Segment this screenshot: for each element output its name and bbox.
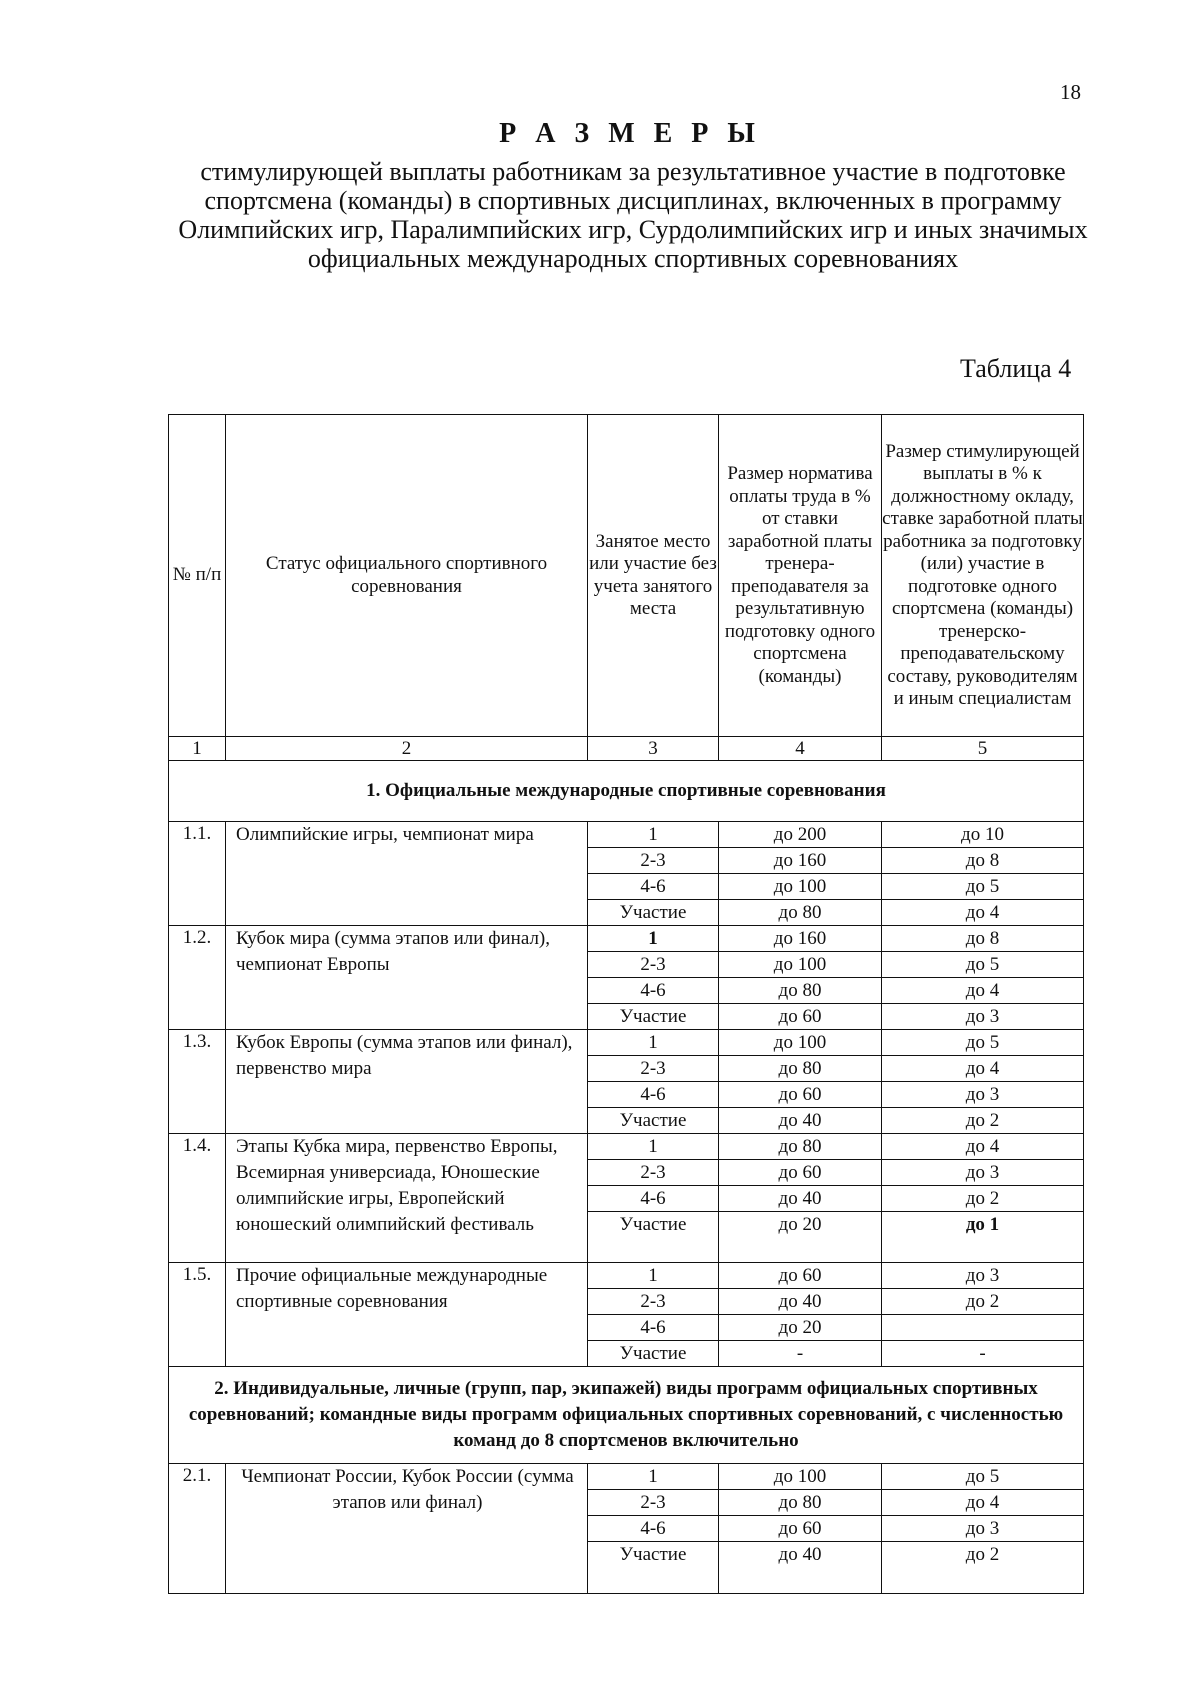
competition-status: Чемпионат России, Кубок России (сумма этапов или финал) (226, 1464, 588, 1594)
norm-cell: до 40 (719, 1289, 882, 1315)
norm-cell: до 100 (719, 1030, 882, 1056)
bonus-cell: до 5 (882, 874, 1084, 900)
header-col-norm: Размер норматива оплаты труда в % от ставки заработной платы тренера-преподавателя за результативную подготовку одного спортсмена (команды) (719, 415, 882, 737)
norm-cell: до 80 (719, 978, 882, 1004)
bonus-cell: до 1 (882, 1212, 1084, 1263)
bonus-cell: до 4 (882, 1134, 1084, 1160)
header-row (169, 415, 1084, 737)
place-cell: 1 (588, 1134, 719, 1160)
norm-cell: до 40 (719, 1108, 882, 1134)
place-cell: 4-6 (588, 1186, 719, 1212)
place-cell: 1 (588, 1030, 719, 1056)
bonus-cell: до 5 (882, 1464, 1084, 1490)
header-col-status: Статус официального спортивного соревнования (226, 415, 588, 737)
norm-cell: до 100 (719, 952, 882, 978)
competition-status: Олимпийские игры, чемпионат мира (226, 822, 588, 926)
column-number: 4 (719, 737, 882, 761)
norm-cell: до 40 (719, 1542, 882, 1594)
norm-cell: до 60 (719, 1516, 882, 1542)
bonus-cell: до 3 (882, 1160, 1084, 1186)
norm-cell: до 20 (719, 1315, 882, 1341)
place-cell: 4-6 (588, 874, 719, 900)
bonus-cell: - (882, 1341, 1084, 1367)
column-number: 1 (169, 737, 226, 761)
place-cell: 4-6 (588, 1516, 719, 1542)
section-title: 1. Официальные международные спортивные соревнования (169, 761, 1084, 822)
section-row (169, 761, 1084, 822)
place-cell: Участие (588, 1341, 719, 1367)
norm-cell: до 100 (719, 1464, 882, 1490)
bonus-cell: до 8 (882, 926, 1084, 952)
table-row (169, 1134, 1084, 1160)
norm-cell: до 80 (719, 900, 882, 926)
group-number: 1.3. (169, 1030, 226, 1134)
norm-cell: до 20 (719, 1212, 882, 1263)
place-cell: 4-6 (588, 1315, 719, 1341)
table-row (169, 1464, 1084, 1490)
bonus-cell: до 4 (882, 1056, 1084, 1082)
place-cell: 2-3 (588, 1056, 719, 1082)
section-title: 2. Индивидуальные, личные (групп, пар, экипажей) виды программ официальных спортивных соревнований; командные виды программ официальных спортивных соревнований, с численностью команд до 8 спортсменов включительно (169, 1367, 1084, 1464)
page-number: 18 (1060, 80, 1081, 104)
place-cell: Участие (588, 1108, 719, 1134)
place-cell: 1 (588, 822, 719, 848)
place-cell: 1 (588, 926, 719, 952)
norm-cell: до 60 (719, 1082, 882, 1108)
table-row (169, 1263, 1084, 1289)
bonus-cell: до 5 (882, 952, 1084, 978)
norm-cell: до 80 (719, 1056, 882, 1082)
norm-cell: до 40 (719, 1186, 882, 1212)
norm-cell: до 200 (719, 822, 882, 848)
bonus-cell: до 5 (882, 1030, 1084, 1056)
table-caption: Таблица 4 (960, 354, 1072, 383)
place-cell: 2-3 (588, 952, 719, 978)
bonus-cell: до 3 (882, 1082, 1084, 1108)
bonus-cell: до 3 (882, 1004, 1084, 1030)
bonus-cell: до 3 (882, 1516, 1084, 1542)
norm-cell: до 160 (719, 848, 882, 874)
group-number: 2.1. (169, 1464, 226, 1594)
place-cell: 1 (588, 1263, 719, 1289)
header-col-num: № п/п (169, 415, 226, 737)
place-cell: 4-6 (588, 1082, 719, 1108)
place-cell: Участие (588, 1004, 719, 1030)
bonus-cell: до 4 (882, 978, 1084, 1004)
norm-cell: до 160 (719, 926, 882, 952)
place-cell: 2-3 (588, 848, 719, 874)
competition-status: Кубок мира (сумма этапов или финал), чемпионат Европы (226, 926, 588, 1030)
table-row (169, 926, 1084, 952)
place-cell: 2-3 (588, 1160, 719, 1186)
column-number: 3 (588, 737, 719, 761)
norm-cell: до 80 (719, 1134, 882, 1160)
bonus-cell: до 8 (882, 848, 1084, 874)
column-number: 2 (226, 737, 588, 761)
group-number: 1.2. (169, 926, 226, 1030)
norm-cell: до 60 (719, 1263, 882, 1289)
place-cell: 2-3 (588, 1490, 719, 1516)
place-cell: Участие (588, 900, 719, 926)
bonus-cell: до 4 (882, 900, 1084, 926)
norm-cell: до 60 (719, 1160, 882, 1186)
place-cell: Участие (588, 1542, 719, 1594)
norm-cell: до 100 (719, 874, 882, 900)
payment-table (168, 414, 1084, 1594)
group-number: 1.1. (169, 822, 226, 926)
group-number: 1.5. (169, 1263, 226, 1367)
bonus-cell: до 3 (882, 1263, 1084, 1289)
table-row (169, 1030, 1084, 1056)
document-title: Р А З М Е Р Ы (499, 118, 761, 149)
column-number: 5 (882, 737, 1084, 761)
column-number-row (169, 737, 1084, 761)
document-subtitle: стимулирующей выплаты работникам за результативное участие в подготовке спортсмена (команды) в спортивных дисциплинах, включенных в программу Олимпийских игр, Паралимпийских игр, Сурдолимпийских игр и иных значимых официальных международных спортивных соревнованиях (178, 157, 1088, 273)
table-row (169, 822, 1084, 848)
bonus-cell: до 4 (882, 1490, 1084, 1516)
bonus-cell: до 2 (882, 1186, 1084, 1212)
norm-cell: до 80 (719, 1490, 882, 1516)
header-col-place: Занятое место или участие без учета занятого места (588, 415, 719, 737)
norm-cell: - (719, 1341, 882, 1367)
place-cell: 4-6 (588, 978, 719, 1004)
bonus-cell: до 10 (882, 822, 1084, 848)
header-col-bonus: Размер стимулирующей выплаты в % к должностному окладу, ставке заработной платы работника за подготовку (или) участие в подготовке одного спортсмена (команды) тренерско-преподавательскому составу, руководителям и иным специалистам (882, 415, 1084, 737)
section-row (169, 1367, 1084, 1464)
place-cell: 1 (588, 1464, 719, 1490)
place-cell: Участие (588, 1212, 719, 1263)
bonus-cell: до 2 (882, 1542, 1084, 1594)
bonus-cell: до 2 (882, 1108, 1084, 1134)
group-number: 1.4. (169, 1134, 226, 1263)
competition-status: Этапы Кубка мира, первенство Европы, Всемирная универсиада, Юношеские олимпийские игры, Европейский юношеский олимпийский фестиваль (226, 1134, 588, 1263)
competition-status: Кубок Европы (сумма этапов или финал), первенство мира (226, 1030, 588, 1134)
place-cell: 2-3 (588, 1289, 719, 1315)
competition-status: Прочие официальные международные спортивные соревнования (226, 1263, 588, 1367)
norm-cell: до 60 (719, 1004, 882, 1030)
bonus-cell (882, 1315, 1084, 1341)
bonus-cell: до 2 (882, 1289, 1084, 1315)
